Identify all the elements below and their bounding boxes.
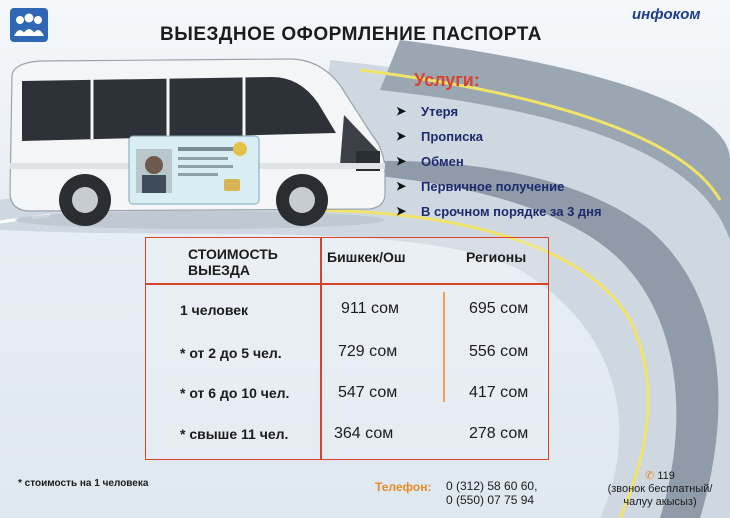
row-label: * от 6 до 10 чел.: [180, 385, 290, 401]
table-divider: [320, 237, 322, 460]
price-regions: 556 сом: [469, 343, 529, 360]
price-bishkek: 547 сом: [338, 384, 398, 401]
row-label: * от 2 до 5 чел.: [180, 345, 282, 361]
id-card-image: [128, 135, 260, 205]
services-title: Услуги:: [414, 70, 480, 90]
price-regions: 278 сом: [469, 425, 529, 442]
price-bishkek: 911 сом: [341, 300, 400, 317]
phone-label: Телефон:: [375, 480, 432, 494]
header-bishkek: Бишкек/Ош: [327, 249, 406, 265]
phone-icon: ✆: [645, 470, 655, 482]
row-label: * свыше 11 чел.: [180, 426, 289, 442]
phone-number: 0 (312) 58 60 60,: [446, 479, 538, 493]
footnote: * стоимость на 1 человека: [18, 478, 149, 489]
hotline-note: (звонок бесплатный/: [607, 483, 713, 495]
phone-numbers: [446, 479, 537, 507]
row-label: 1 человек: [180, 302, 249, 318]
arrow-icon: ➤: [396, 154, 407, 168]
table-divider: [145, 283, 549, 285]
arrow-icon: ➤: [396, 104, 407, 118]
price-regions: 417 сом: [469, 384, 529, 401]
header-cost-line1: СТОИМОСТЬ: [188, 246, 278, 262]
price-regions: 695 сом: [469, 300, 529, 317]
page-title: ВЫЕЗДНОЕ ОФОРМЛЕНИЕ ПАСПОРТА: [160, 24, 542, 45]
hotline-note: чалуу акысыз): [623, 496, 697, 508]
phone-number: 0 (550) 07 75 94: [446, 493, 535, 507]
table-divider: [443, 292, 445, 402]
price-bishkek: 729 сом: [338, 343, 398, 360]
brand-logo: инфоком: [632, 6, 701, 23]
arrow-icon: ➤: [396, 179, 407, 193]
arrow-icon: ➤: [396, 129, 407, 143]
price-bishkek: 364 сом: [334, 425, 394, 442]
hotline-number: 119: [657, 470, 675, 482]
arrow-icon: ➤: [396, 204, 407, 218]
header-regions: Регионы: [466, 249, 527, 265]
hotline: [590, 470, 730, 509]
logo-icon: [10, 8, 48, 42]
header-cost-line2: ВЫЕЗДА: [188, 262, 251, 278]
